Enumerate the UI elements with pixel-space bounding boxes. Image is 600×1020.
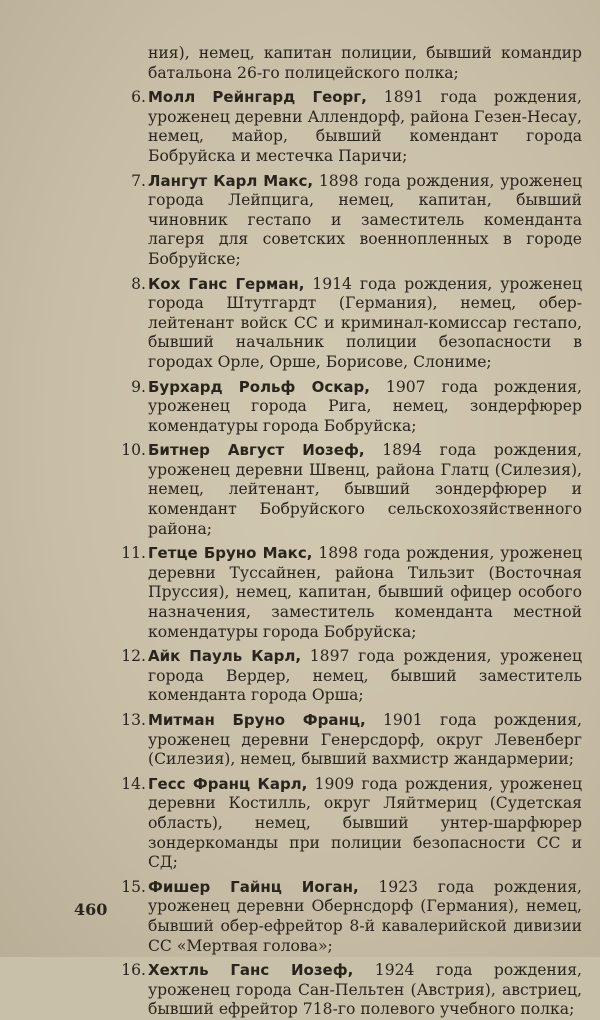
entry-description: 1894 года рождения, уроженец деревни Швенц, района Глатц (Силезия), немец, лейтенант, бывший зондерфюрер и комендант Бобруйского сельскохозяйственного района; — [148, 441, 582, 538]
entry-description: 1891 года рождения, уроженец деревни Аллендорф, района Гезен-Несау, немец, майор, бывший комендант города Бобруйска и местечка Паричи; — [148, 88, 583, 165]
list-item — [116, 172, 582, 270]
entry-name: Митман Бруно Франц, — [148, 711, 366, 729]
entry-name: Молл Рейнгард Георг, — [148, 88, 367, 107]
entry-name: Кох Ганс Герман, — [148, 274, 305, 293]
list-item — [116, 647, 582, 706]
list-item — [116, 275, 582, 373]
entry-number: 9. — [131, 377, 146, 396]
entry-number: 13. — [121, 711, 146, 729]
entry-number: 14. — [121, 774, 146, 793]
entry-number: 10. — [121, 441, 146, 460]
entry-description: 1901 года рождения, уроженец деревни Генерсдорф, округ Левенберг (Силезия), немец, бывший вахмистр жандармерии; — [148, 711, 582, 769]
entry-description: 1898 года рождения, уроженец города Лейпцига, немец, капитан, бывший чиновник гестапо и заместитель коменданта лагеря для советских военнопленных в городе Бобруйске; — [148, 171, 582, 268]
entry-number: 7. — [131, 171, 146, 190]
list-item — [116, 711, 582, 770]
list-item — [116, 441, 582, 539]
entry-number: 12. — [121, 647, 146, 666]
list-item — [116, 88, 582, 166]
entry-description: 1923 года рождения, уроженец деревни Обернсдорф (Германия), немец, бывший обер-ефрейтор 8-й кавалерийской дивизии СС «Мертвая голова»; — [148, 877, 583, 955]
entry-number: 15. — [121, 877, 146, 896]
list-item — [116, 544, 582, 642]
entry-name: Бурхард Рольф Оскар, — [148, 377, 370, 396]
list-item — [116, 878, 582, 956]
entry-number: 16. — [121, 961, 146, 980]
entry-description: 1898 года рождения, уроженец деревни Туссайнен, района Тильзит (Восточная Пруссия), немец, капитан, бывший офицер особого назначения, заместитель коменданта местной комендатуры города Бобруйска; — [148, 544, 582, 641]
entry-name: Гетце Бруно Макс, — [148, 544, 313, 563]
entry-number: 8. — [131, 274, 146, 293]
entry-description: 1907 года рождения, уроженец города Рига, немец, зондерфюрер комендатуры города Бобруйска; — [148, 377, 583, 435]
entry-list — [116, 88, 582, 1020]
entry-number: 11. — [121, 544, 146, 563]
entry-name: Лангут Карл Макс, — [148, 171, 314, 190]
entry-name: Гесс Франц Карл, — [148, 774, 308, 793]
entry-number: 6. — [131, 88, 146, 107]
entry-name: Айк Пауль Карл, — [148, 647, 302, 666]
page-number: 460 — [74, 900, 108, 919]
entry-description: 1924 года рождения, уроженец города Сан-Пельтен (Австрия), австриец, бывший ефрейтор 718-го полевого учебного полка; — [148, 961, 583, 1019]
list-item — [116, 775, 582, 873]
list-item — [116, 961, 582, 1020]
entry-description: 1909 года рождения, уроженец деревни Костилль, округ Ляйтмериц (Судетская область), немец, бывший унтер-шарфюрер зондеркоманды при полиции безопасности СС и СД; — [148, 774, 582, 872]
list-item — [116, 378, 582, 437]
entry-name: Хехтль Ганс Иозеф, — [148, 961, 354, 980]
continuation-text: ния), немец, капитан полиции, бывший командир батальона 26-го полицейского полка; — [148, 44, 582, 82]
page-body — [116, 44, 582, 1020]
entry-description: 1897 года рождения, уроженец города Вердер, немец, бывший заместитель коменданта города Орша; — [148, 647, 582, 705]
entry-description: 1914 года рождения, уроженец города Штутгардт (Германия), немец, обер-лейтенант войск СС и криминал-комиссар гестапо, бывший начальник полиции безопасности в городах Орле, Орше, Борисове, Слониме; — [148, 274, 582, 371]
entry-name: Фишер Гайнц Иоган, — [148, 877, 359, 896]
entry-name: Битнер Август Иозеф, — [148, 441, 365, 460]
